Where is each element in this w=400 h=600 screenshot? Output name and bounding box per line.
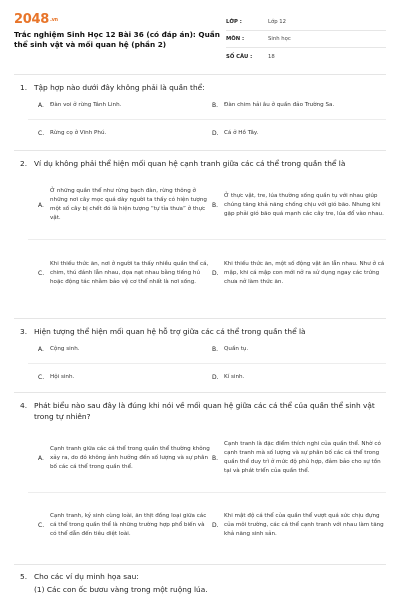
option-c[interactable] <box>38 245 210 301</box>
option-d[interactable] <box>212 498 386 552</box>
meta-key: LỚP : <box>226 19 242 25</box>
option-a[interactable] <box>38 177 210 233</box>
option-letter: D. <box>212 269 219 277</box>
meta-key: SỐ CÂU : <box>226 53 253 60</box>
logo-main: 2048 <box>14 12 49 27</box>
option-text: Cộng sinh. <box>50 346 80 352</box>
question-text: Phát biểu nào sau đây là đúng khi nói về mối quan hệ giữa các cá thể của quần thể sinh vật trong tự nhiên? <box>34 401 375 421</box>
option-letter: B. <box>212 346 219 353</box>
option-a[interactable] <box>38 101 208 110</box>
option-a[interactable] <box>38 345 208 354</box>
question-number: 4. <box>20 401 28 410</box>
option-divider <box>28 239 386 240</box>
meta-row-grade <box>226 14 386 31</box>
site-logo[interactable] <box>14 12 58 27</box>
meta-value: Lớp 12 <box>268 19 286 25</box>
option-text: Đàn voi ở rừng Tánh Linh. <box>50 102 122 108</box>
question-4 <box>14 392 386 564</box>
option-divider <box>28 119 386 120</box>
option-letter: D. <box>212 521 219 529</box>
question-number: 1. <box>20 83 28 92</box>
option-text: Hội sinh. <box>50 374 75 380</box>
option-text: Cá ở Hồ Tây. <box>224 130 259 136</box>
option-text: Rừng cọ ở Vĩnh Phú. <box>50 130 107 136</box>
option-text: Khi thiếu thức ăn, một số động vật ăn lẫn nhau. Như ở cá mập, khi cá mập con mới nở ra sử dụng ngay các trứng chưa nở làm thức ăn. <box>224 260 385 285</box>
option-text: Kí sinh. <box>224 374 245 380</box>
option-d[interactable] <box>212 245 386 301</box>
option-text: Ở thực vật, tre, lúa thường sống quần tụ với nhau giúp chúng tăng khả năng chống chịu với gió bão. Nhưng khi gặp phải gió bão quá mạnh các cây tre, lúa đổ vào nhau. <box>224 192 384 217</box>
logo-suffix: .vn <box>49 16 58 23</box>
option-letter: A. <box>38 454 44 462</box>
option-text: Khi mật độ cá thể của quần thể vượt quá sức chịu đựng của môi trường, các cá thể cạnh tranh với nhau làm tăng khả năng sinh sản. <box>224 512 384 537</box>
option-d[interactable] <box>212 373 386 382</box>
option-divider <box>28 363 386 364</box>
question-number: 3. <box>20 327 28 336</box>
option-b[interactable] <box>212 101 386 110</box>
option-letter: A. <box>38 102 44 109</box>
document-title: Trắc nghiệm Sinh Học 12 Bài 36 (có đáp án): Quần thể sinh vật và mối quan hệ (phần 2) <box>14 30 220 49</box>
meta-row-count <box>226 48 386 65</box>
option-letter: D. <box>212 130 219 137</box>
option-text: Cạnh tranh là đặc điểm thích nghi của quần thể. Nhờ có cạnh tranh mà số lượng và sự phân bố các cá thể trong quần thể duy trì ở mức độ phù hợp, đảm bảo cho sự tồn tại và phát triển của quần thể. <box>224 441 381 474</box>
document-header <box>14 12 386 68</box>
question-example: (1) Các con ốc bươu vàng trong một ruộng lúa. <box>34 585 208 594</box>
question-number: 2. <box>20 159 28 168</box>
meta-key: MÔN : <box>226 36 245 42</box>
option-letter: C. <box>38 130 45 137</box>
question-text: Tập hợp nào dưới đây không phải là quần thể: <box>34 83 205 92</box>
option-text: Cạnh tranh giữa các cá thể trong quần thể thường không xảy ra, do đó không ảnh hưởng đến số lượng và sự phân bố các cá thể trong quần thể. <box>50 445 210 470</box>
question-text: Hiện tượng thể hiện mối quan hệ hỗ trợ giữa các cá thể trong quần thể là <box>34 327 306 336</box>
option-c[interactable] <box>38 498 210 552</box>
question-text: Cho các ví dụ minh họa sau: <box>34 572 139 581</box>
option-text: Cạnh tranh, ký sinh cùng loài, ăn thịt đồng loại giữa các cá thể trong quần thể là những trường hợp phổ biến và có thể dẫn đến tiêu diệt loài. <box>50 512 207 537</box>
option-divider <box>28 492 386 493</box>
option-b[interactable] <box>212 345 386 354</box>
option-letter: D. <box>212 374 219 381</box>
option-letter: C. <box>38 269 45 277</box>
option-letter: A. <box>38 201 44 209</box>
option-c[interactable] <box>38 373 208 382</box>
option-text: Quần tụ. <box>224 346 249 352</box>
meta-row-subject <box>226 31 386 48</box>
option-text: Ở những quần thể như rừng bạch đàn, rừng thông ở những nơi cây mọc quá dày người ta thấy có hiện tượng một số cây bị chết đó là hiện tượng “tự tỉa thưa” ở thực vật. <box>50 188 207 221</box>
option-text: Khi thiếu thức ăn, nơi ở người ta thấy nhiều quần thể cá, chim, thú đánh lẫn nhau, dọa nạt nhau bằng tiếng hú hoặc động tác nhằm bảo vệ cơ thể nhất là nơi sống. <box>50 260 209 285</box>
question-1 <box>14 74 386 156</box>
option-b[interactable] <box>212 177 386 233</box>
meta-value: 18 <box>268 53 275 60</box>
meta-value: Sinh học <box>268 36 291 42</box>
option-a[interactable] <box>38 430 210 486</box>
question-2 <box>14 150 386 322</box>
meta-table <box>226 14 386 65</box>
option-letter: B. <box>212 201 219 209</box>
question-3 <box>14 318 386 396</box>
option-letter: B. <box>212 454 219 462</box>
option-letter: C. <box>38 521 45 529</box>
option-letter: C. <box>38 374 45 381</box>
question-5 <box>14 564 386 600</box>
question-number: 5. <box>20 572 28 581</box>
option-c[interactable] <box>38 129 208 138</box>
option-letter: B. <box>212 102 219 109</box>
option-b[interactable] <box>212 430 386 486</box>
option-text: Đàn chim hải âu ở quần đảo Trường Sa. <box>224 102 335 108</box>
option-letter: A. <box>38 346 44 353</box>
option-d[interactable] <box>212 129 386 138</box>
question-text: Ví dụ không phải thể hiện mối quan hệ cạnh tranh giữa các cá thể trong quần thể là <box>34 159 346 168</box>
